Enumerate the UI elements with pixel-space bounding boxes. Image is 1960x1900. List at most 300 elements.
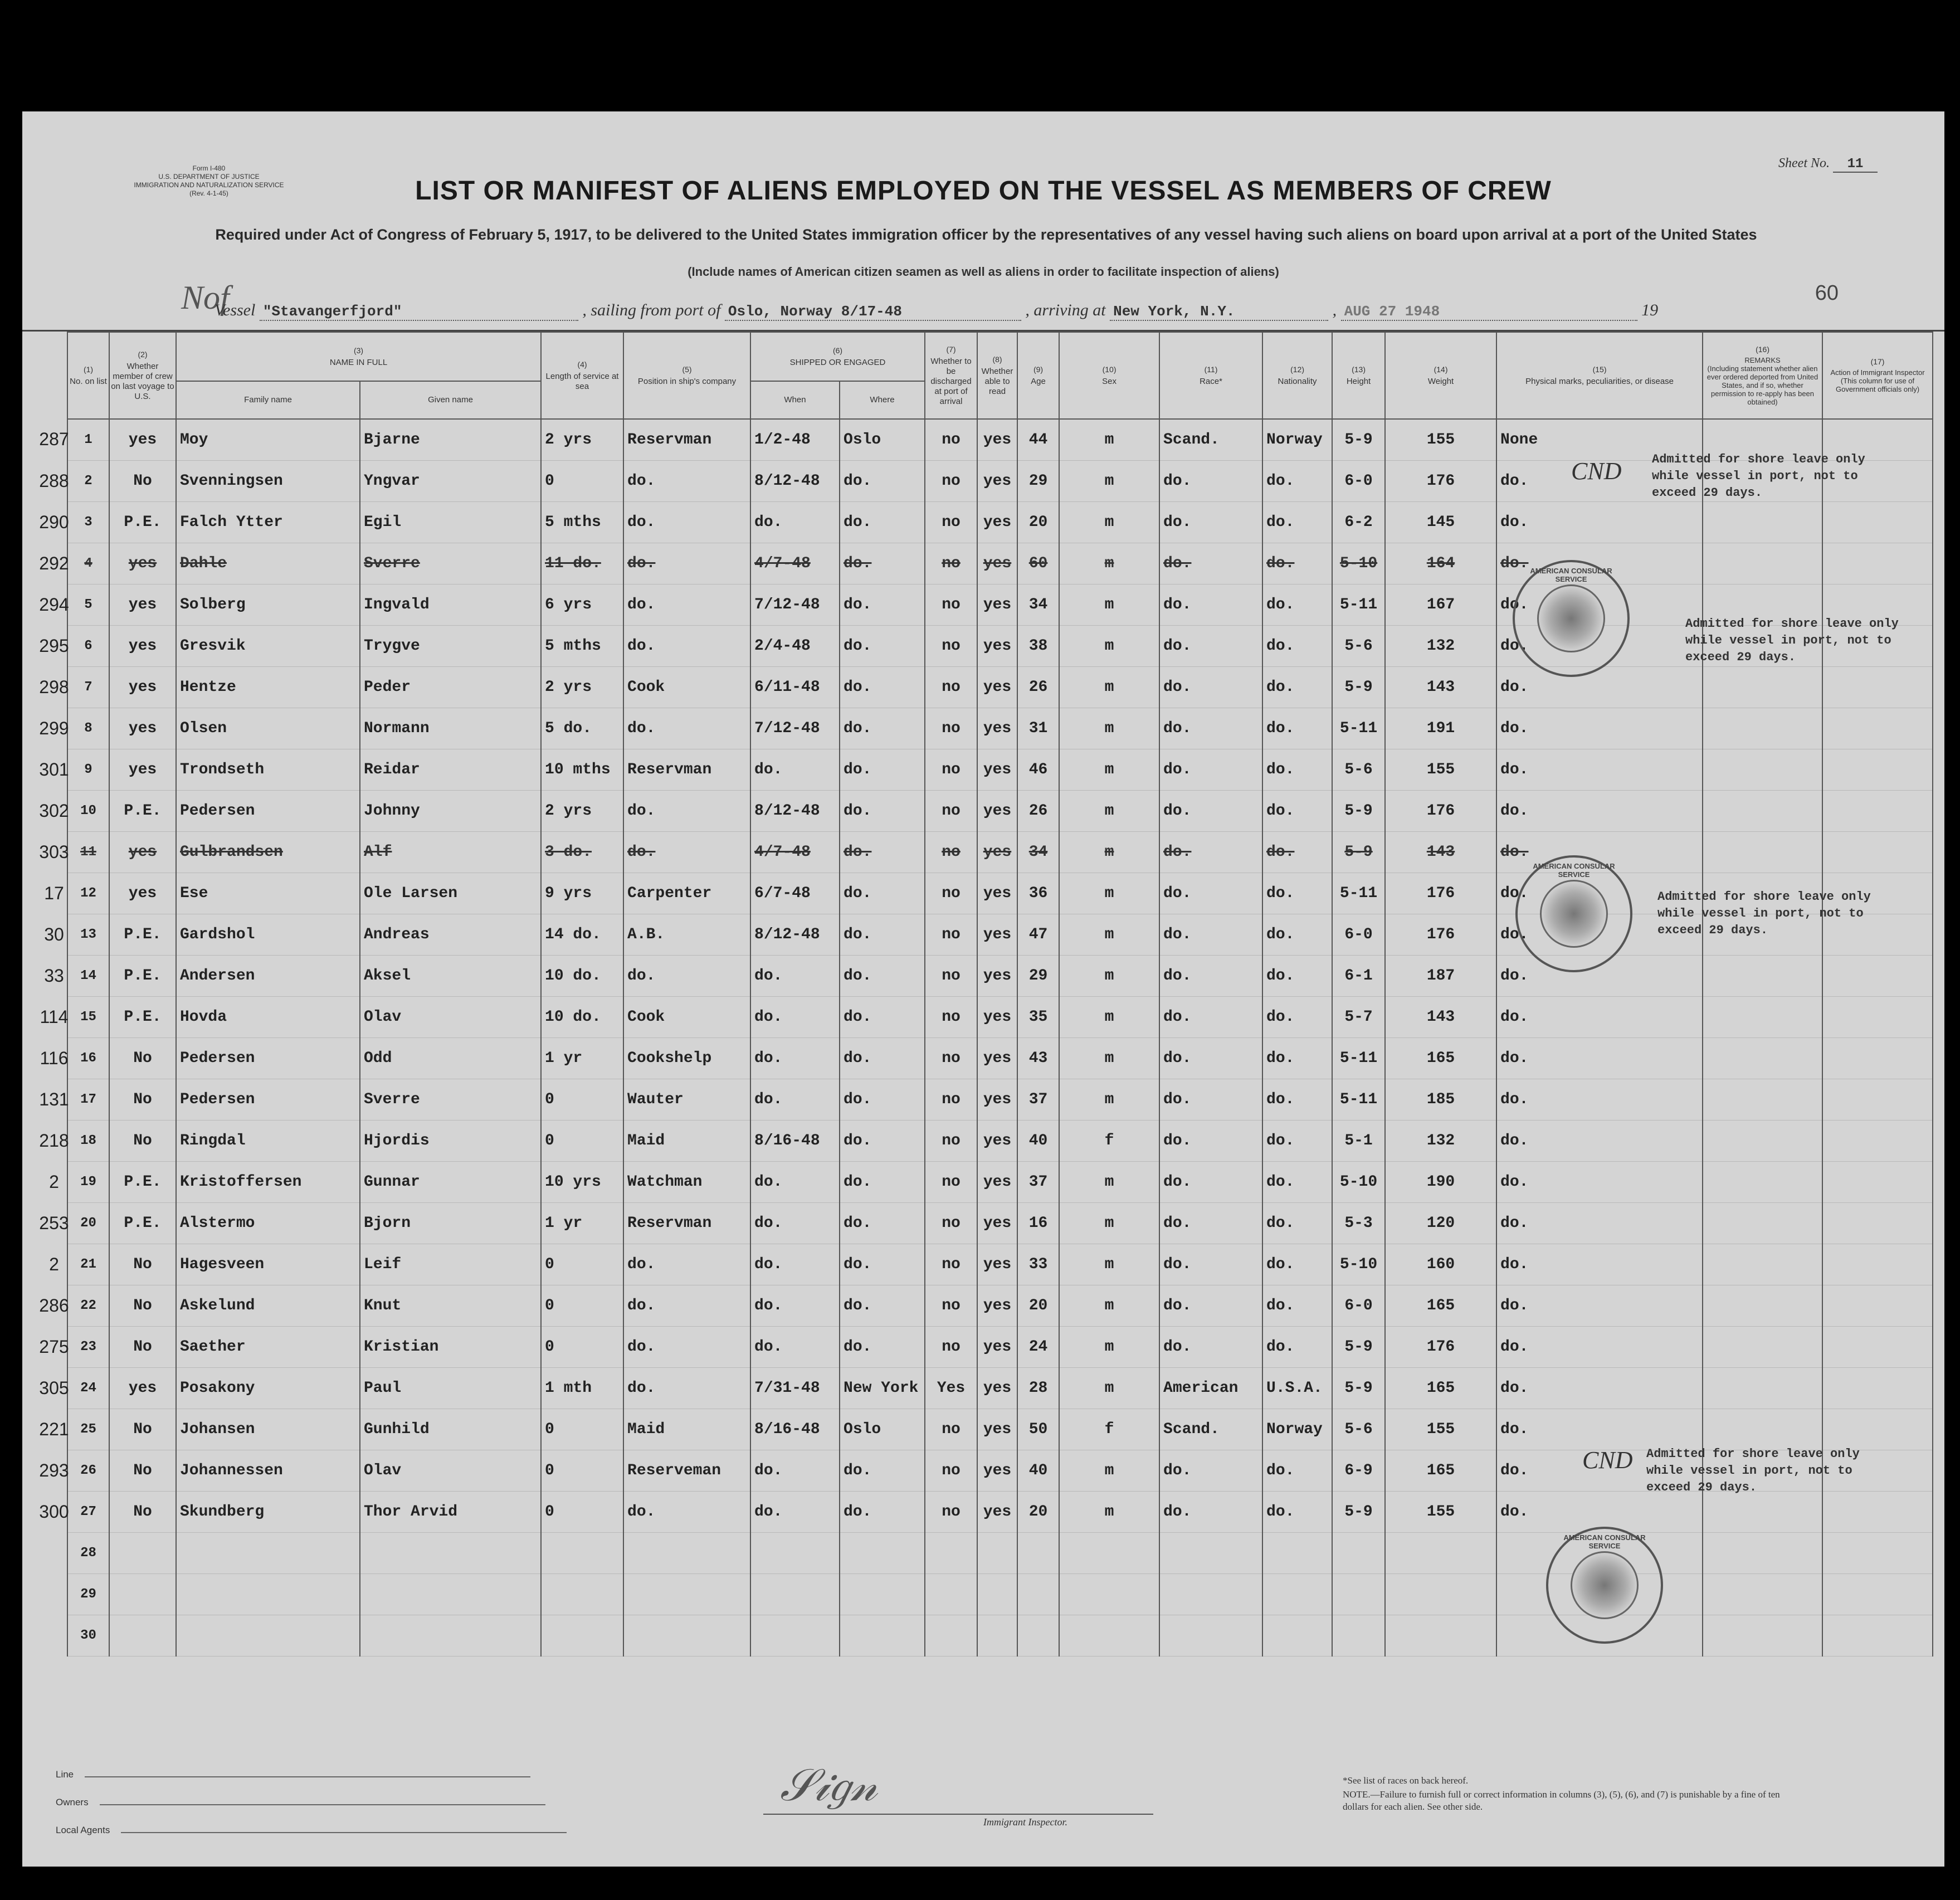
age: 16 (1017, 1203, 1059, 1244)
age: 26 (1017, 667, 1059, 708)
service-length: 0 (541, 1079, 623, 1120)
position: Reserveman (623, 1450, 750, 1492)
sailing-label: , sailing from port of (582, 301, 721, 319)
inspector-action-cell (1822, 1574, 1933, 1615)
remarks-cell (1703, 749, 1822, 791)
nationality: do. (1262, 584, 1332, 626)
shipped-where: do. (840, 1203, 925, 1244)
remarks-cell (1703, 791, 1822, 832)
vessel-label: Vessel (214, 301, 256, 319)
age: 43 (1017, 1038, 1059, 1079)
shipped-where: do. (840, 1285, 925, 1327)
family-name: Alstermo (176, 1203, 360, 1244)
service-length: 0 (541, 1120, 623, 1162)
physical-marks: do. (1496, 1162, 1703, 1203)
shipped-where: Oslo (840, 1409, 925, 1450)
service-length (541, 1574, 623, 1615)
sex: m (1059, 1368, 1159, 1409)
age: 26 (1017, 791, 1059, 832)
position: Cookshelp (623, 1038, 750, 1079)
able-to-read: yes (977, 1162, 1017, 1203)
family-name: Saether (176, 1327, 360, 1368)
prev-voyage: yes (109, 1368, 176, 1409)
height (1332, 1533, 1385, 1574)
shipped-when: 8/12-48 (750, 914, 840, 956)
race: do. (1159, 1244, 1262, 1285)
family-name: Olsen (176, 708, 360, 749)
remarks-cell (1703, 1492, 1822, 1533)
position: do. (623, 626, 750, 667)
height: 5-11 (1332, 873, 1385, 914)
shipped-when: 8/16-48 (750, 1120, 840, 1162)
height: 5-9 (1332, 419, 1385, 461)
age: 20 (1017, 1492, 1059, 1533)
position: do. (623, 832, 750, 873)
race: do. (1159, 873, 1262, 914)
physical-marks: do. (1496, 1492, 1703, 1533)
nationality: do. (1262, 461, 1332, 502)
discharged: no (925, 1492, 977, 1533)
family-name: Pedersen (176, 1038, 360, 1079)
manuscript-number: 293 (39, 1460, 69, 1480)
row-number: 13 (67, 914, 109, 956)
physical-marks: do. (1496, 956, 1703, 997)
col-header-16: (16) REMARKS (Including statement whether alien ever ordered deported from United States, and if so, whether permission to re-apply has been obtained) (1703, 332, 1822, 419)
position: do. (623, 584, 750, 626)
weight: 132 (1385, 626, 1496, 667)
table-row (67, 1327, 1933, 1368)
col-header-9: (9) Age (1017, 332, 1059, 419)
remarks-cell (1703, 708, 1822, 749)
position: do. (623, 791, 750, 832)
age: 50 (1017, 1409, 1059, 1450)
age: 40 (1017, 1120, 1059, 1162)
given-name: Ingvald (360, 584, 541, 626)
col-header-3: (3) NAME IN FULL (176, 332, 541, 381)
discharged: no (925, 1038, 977, 1079)
table-row (67, 1492, 1933, 1533)
table-row (67, 832, 1933, 873)
sex: m (1059, 502, 1159, 543)
remarks-cell (1703, 1120, 1822, 1162)
shipped-where: do. (840, 1450, 925, 1492)
position: do. (623, 1285, 750, 1327)
able-to-read: yes (977, 997, 1017, 1038)
prev-voyage: yes (109, 667, 176, 708)
service-length: 3 do. (541, 832, 623, 873)
inspector-action-cell (1822, 832, 1933, 873)
physical-marks: do. (1496, 1203, 1703, 1244)
weight (1385, 1615, 1496, 1657)
col-header-14: (14) Weight (1385, 332, 1496, 419)
row-number: 1 (67, 419, 109, 461)
given-name: Knut (360, 1285, 541, 1327)
age: 46 (1017, 749, 1059, 791)
sex (1059, 1533, 1159, 1574)
able-to-read (977, 1574, 1017, 1615)
service-length: 0 (541, 1492, 623, 1533)
sex: m (1059, 749, 1159, 791)
weight: 176 (1385, 873, 1496, 914)
sex: m (1059, 543, 1159, 584)
prev-voyage: P.E. (109, 502, 176, 543)
height: 6-1 (1332, 956, 1385, 997)
position: Watchman (623, 1162, 750, 1203)
race: do. (1159, 708, 1262, 749)
position: do. (623, 956, 750, 997)
row-number: 11 (67, 832, 109, 873)
nationality: do. (1262, 956, 1332, 997)
manuscript-number: 303 (39, 841, 69, 862)
col-header-given-name: Given name (360, 381, 541, 419)
discharged: no (925, 1285, 977, 1327)
position: Reservman (623, 419, 750, 461)
weight: 191 (1385, 708, 1496, 749)
manuscript-number: 221 (39, 1419, 69, 1439)
service-length: 9 yrs (541, 873, 623, 914)
col-header-13: (13) Height (1332, 332, 1385, 419)
row-number: 12 (67, 873, 109, 914)
able-to-read: yes (977, 1327, 1017, 1368)
family-name (176, 1533, 360, 1574)
row-number: 9 (67, 749, 109, 791)
physical-marks: do. (1496, 914, 1703, 956)
manuscript-number: 290 (39, 511, 69, 532)
service-length: 5 mths (541, 626, 623, 667)
race: do. (1159, 584, 1262, 626)
sailing-port: Oslo, Norway 8/17-48 (725, 303, 1021, 321)
shipped-where: Oslo (840, 419, 925, 461)
nationality: do. (1262, 749, 1332, 791)
inspector-action-cell (1822, 1079, 1933, 1120)
able-to-read: yes (977, 584, 1017, 626)
able-to-read: yes (977, 1450, 1017, 1492)
shipped-when: 6/7-48 (750, 873, 840, 914)
physical-marks: do. (1496, 997, 1703, 1038)
height: 5-1 (1332, 1120, 1385, 1162)
inspector-action-cell (1822, 1285, 1933, 1327)
shipped-when: 7/31-48 (750, 1368, 840, 1409)
given-name (360, 1574, 541, 1615)
table-row (67, 626, 1933, 667)
race: do. (1159, 667, 1262, 708)
position: Reservman (623, 749, 750, 791)
manuscript-number: 33 (44, 965, 64, 986)
height: 6-0 (1332, 1285, 1385, 1327)
age (1017, 1615, 1059, 1657)
prev-voyage: P.E. (109, 1203, 176, 1244)
shipped-when: 7/12-48 (750, 708, 840, 749)
inspector-action-cell (1822, 667, 1933, 708)
manuscript-number: 300 (39, 1501, 69, 1522)
remarks-cell (1703, 1574, 1822, 1615)
age: 34 (1017, 584, 1059, 626)
age: 38 (1017, 626, 1059, 667)
family-name: Trondseth (176, 749, 360, 791)
shipped-where: do. (840, 1327, 925, 1368)
physical-marks: do. (1496, 1409, 1703, 1450)
discharged: no (925, 791, 977, 832)
physical-marks: do. (1496, 1450, 1703, 1492)
sex: m (1059, 1492, 1159, 1533)
weight (1385, 1574, 1496, 1615)
shipped-where: do. (840, 791, 925, 832)
document-subnote: (Include names of American citizen seamen as well as aliens in order to facilitate inspection of aliens) (688, 265, 1279, 279)
family-name: Svenningsen (176, 461, 360, 502)
prev-voyage: No (109, 1409, 176, 1450)
sex: m (1059, 1038, 1159, 1079)
able-to-read: yes (977, 461, 1017, 502)
sheet-number (1778, 156, 1878, 173)
remarks-cell (1703, 997, 1822, 1038)
age: 47 (1017, 914, 1059, 956)
discharged (925, 1533, 977, 1574)
nationality: do. (1262, 667, 1332, 708)
prev-voyage: P.E. (109, 997, 176, 1038)
shipped-where: do. (840, 1492, 925, 1533)
sex: f (1059, 1409, 1159, 1450)
position: A.B. (623, 914, 750, 956)
table-row (67, 1120, 1933, 1162)
shipped-where (840, 1615, 925, 1657)
service-length: 5 do. (541, 708, 623, 749)
service-length (541, 1615, 623, 1657)
col-header-10: (10) Sex (1059, 332, 1159, 419)
nationality: do. (1262, 1038, 1332, 1079)
given-name: Reidar (360, 749, 541, 791)
arrival-port: New York, N.Y. (1110, 303, 1328, 321)
manuscript-number: 301 (39, 759, 69, 780)
family-name: Hovda (176, 997, 360, 1038)
height: 5-7 (1332, 997, 1385, 1038)
nationality: do. (1262, 1162, 1332, 1203)
family-name: Gulbrandsen (176, 832, 360, 873)
race: Scand. (1159, 419, 1262, 461)
table-row (67, 956, 1933, 997)
nationality (1262, 1533, 1332, 1574)
shipped-when: do. (750, 1285, 840, 1327)
prev-voyage (109, 1574, 176, 1615)
footnote-races: *See list of races on back hereof. (1343, 1775, 1469, 1786)
family-name: Pedersen (176, 791, 360, 832)
height: 5-9 (1332, 1492, 1385, 1533)
given-name: Alf (360, 832, 541, 873)
race: do. (1159, 1492, 1262, 1533)
height: 5-9 (1332, 667, 1385, 708)
sex: m (1059, 584, 1159, 626)
discharged: no (925, 543, 977, 584)
height: 5-9 (1332, 1368, 1385, 1409)
shipped-when (750, 1533, 840, 1574)
remarks-cell (1703, 1203, 1822, 1244)
prev-voyage: No (109, 1450, 176, 1492)
family-name: Posakony (176, 1368, 360, 1409)
able-to-read: yes (977, 749, 1017, 791)
discharged: no (925, 502, 977, 543)
physical-marks: do. (1496, 1244, 1703, 1285)
nationality: Norway (1262, 419, 1332, 461)
table-row (67, 1285, 1933, 1327)
remark-entry: Admitted for shore leave only while vessel in port, not to exceed 29 days. (1685, 617, 1899, 664)
given-name: Andreas (360, 914, 541, 956)
race: do. (1159, 1327, 1262, 1368)
service-length: 0 (541, 1450, 623, 1492)
age: 31 (1017, 708, 1059, 749)
weight: 176 (1385, 914, 1496, 956)
prev-voyage (109, 1533, 176, 1574)
weight: 185 (1385, 1079, 1496, 1120)
physical-marks: do. (1496, 1120, 1703, 1162)
height (1332, 1574, 1385, 1615)
given-name: Ole Larsen (360, 873, 541, 914)
weight: 143 (1385, 667, 1496, 708)
height: 5-10 (1332, 1162, 1385, 1203)
given-name: Aksel (360, 956, 541, 997)
weight: 143 (1385, 997, 1496, 1038)
able-to-read: yes (977, 419, 1017, 461)
form-number: Form I-480 (192, 164, 226, 172)
sex: m (1059, 791, 1159, 832)
nationality: U.S.A. (1262, 1368, 1332, 1409)
nationality: do. (1262, 502, 1332, 543)
physical-marks: do. (1496, 749, 1703, 791)
prev-voyage: No (109, 1285, 176, 1327)
sex (1059, 1574, 1159, 1615)
able-to-read: yes (977, 502, 1017, 543)
prev-voyage: No (109, 1079, 176, 1120)
nationality: do. (1262, 997, 1332, 1038)
race: do. (1159, 543, 1262, 584)
height: 5-11 (1332, 584, 1385, 626)
family-name: Johansen (176, 1409, 360, 1450)
shipped-when: do. (750, 1492, 840, 1533)
weight: 176 (1385, 791, 1496, 832)
prev-voyage: yes (109, 626, 176, 667)
nationality: do. (1262, 1285, 1332, 1327)
nationality: Norway (1262, 1409, 1332, 1450)
shipped-when (750, 1574, 840, 1615)
race: American (1159, 1368, 1262, 1409)
service-length: 6 yrs (541, 584, 623, 626)
shipped-when: do. (750, 502, 840, 543)
manuscript-number: 253 (39, 1212, 69, 1233)
physical-marks: do. (1496, 543, 1703, 584)
shipped-where: do. (840, 461, 925, 502)
remarks-cell (1703, 502, 1822, 543)
race: do. (1159, 1079, 1262, 1120)
weight: 165 (1385, 1450, 1496, 1492)
inspector-signature-line (763, 1814, 1153, 1815)
table-row (67, 502, 1933, 543)
weight: 164 (1385, 543, 1496, 584)
given-name: Gunnar (360, 1162, 541, 1203)
shipped-where (840, 1533, 925, 1574)
table-row (67, 667, 1933, 708)
row-number: 7 (67, 667, 109, 708)
col-header-2: (2) Whether member of crew on last voyage to U.S. (109, 332, 176, 419)
manifest-sheet (22, 111, 1944, 1867)
nationality: do. (1262, 873, 1332, 914)
able-to-read: yes (977, 1120, 1017, 1162)
weight: 167 (1385, 584, 1496, 626)
service-length: 10 mths (541, 749, 623, 791)
discharged: no (925, 461, 977, 502)
manuscript-number: 299 (39, 718, 69, 738)
position: Carpenter (623, 873, 750, 914)
race: do. (1159, 832, 1262, 873)
shipped-where: do. (840, 914, 925, 956)
shipped-where (840, 1574, 925, 1615)
nationality: do. (1262, 708, 1332, 749)
row-number: 2 (67, 461, 109, 502)
row-number: 24 (67, 1368, 109, 1409)
shipped-when: do. (750, 997, 840, 1038)
nationality: do. (1262, 1450, 1332, 1492)
weight: 145 (1385, 502, 1496, 543)
document-subtitle: Required under Act of Congress of February 5, 1917, to be delivered to the United States immigration officer by the representatives of any vessel having such aliens on board upon arrival at a port of the United States (215, 226, 1757, 243)
able-to-read: yes (977, 1285, 1017, 1327)
prev-voyage: yes (109, 419, 176, 461)
height: 5-11 (1332, 708, 1385, 749)
prev-voyage: yes (109, 543, 176, 584)
position (623, 1533, 750, 1574)
age: 44 (1017, 419, 1059, 461)
given-name: Hjordis (360, 1120, 541, 1162)
race: do. (1159, 1038, 1262, 1079)
prev-voyage: No (109, 1038, 176, 1079)
service-length (541, 1533, 623, 1574)
nationality: do. (1262, 543, 1332, 584)
row-number: 14 (67, 956, 109, 997)
discharged: no (925, 708, 977, 749)
row-number: 5 (67, 584, 109, 626)
row-number: 3 (67, 502, 109, 543)
prev-voyage: No (109, 1492, 176, 1533)
discharged: no (925, 956, 977, 997)
service-name: IMMIGRATION AND NATURALIZATION SERVICE (134, 181, 284, 189)
service-length: 0 (541, 1409, 623, 1450)
sex: m (1059, 1079, 1159, 1120)
footer-agents: Local Agents (56, 1825, 567, 1836)
inspector-action-cell (1822, 1615, 1933, 1657)
row-number: 17 (67, 1079, 109, 1120)
shipped-when: 8/12-48 (750, 461, 840, 502)
service-length: 5 mths (541, 502, 623, 543)
physical-marks: do. (1496, 502, 1703, 543)
shipped-when: 6/11-48 (750, 667, 840, 708)
form-revision: (Rev. 4-1-45) (189, 189, 228, 197)
service-length: 1 yr (541, 1203, 623, 1244)
table-row (67, 1244, 1933, 1285)
nationality: do. (1262, 1203, 1332, 1244)
nationality: do. (1262, 914, 1332, 956)
discharged: no (925, 584, 977, 626)
prev-voyage: yes (109, 584, 176, 626)
shipped-when: do. (750, 1244, 840, 1285)
discharged: no (925, 997, 977, 1038)
able-to-read: yes (977, 1203, 1017, 1244)
weight: 165 (1385, 1368, 1496, 1409)
race: do. (1159, 956, 1262, 997)
remarks-cell (1703, 1368, 1822, 1409)
able-to-read: yes (977, 832, 1017, 873)
height: 5-10 (1332, 1244, 1385, 1285)
position: do. (623, 502, 750, 543)
able-to-read: yes (977, 708, 1017, 749)
shipped-when: do. (750, 749, 840, 791)
race: do. (1159, 791, 1262, 832)
family-name: Ese (176, 873, 360, 914)
